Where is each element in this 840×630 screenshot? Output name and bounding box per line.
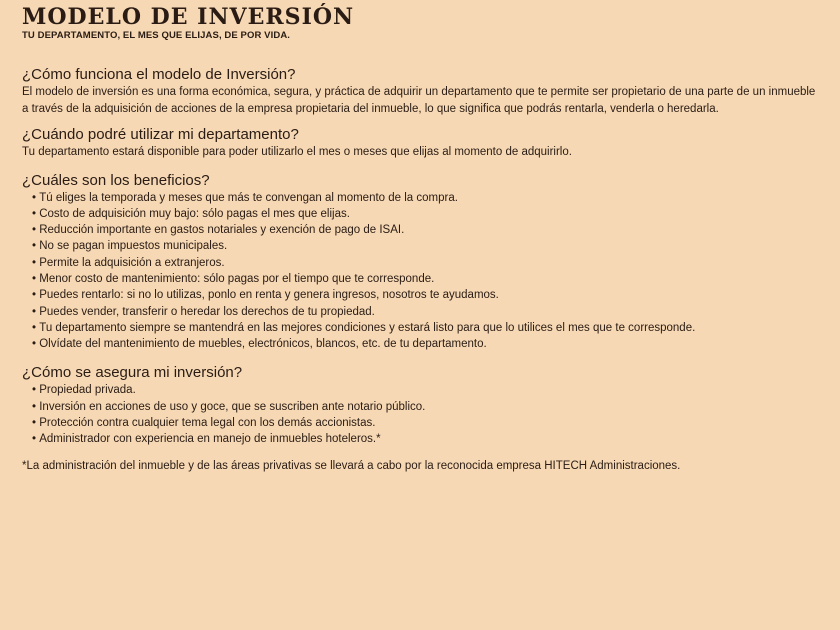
page-subtitle: TU DEPARTAMENTO, EL MES QUE ELIJAS, DE POR VIDA. (22, 30, 291, 41)
list-item: • Reducción importante en gastos notariales y exención de pago de ISAI. (32, 222, 816, 238)
section-heading: ¿Cómo se asegura mi inversión? (22, 364, 243, 382)
section-heading: ¿Cómo funciona el modelo de Inversión? (22, 66, 296, 83)
footnote: *La administración del inmueble y de las áreas privativas se llevará a cabo por la reconocida empresa HITECH Administraciones. (22, 459, 681, 472)
section-benefits (22, 172, 816, 353)
list-item: • Tu departamento siempre se mantendrá en las mejores condiciones y estará listo para que lo utilices el mes que te corresponde. (32, 320, 816, 336)
list-item: • Inversión en acciones de uso y goce, que se suscriben ante notario público. (32, 399, 816, 415)
section-heading: ¿Cuáles son los beneficios? (22, 171, 210, 189)
list-item: • Olvídate del mantenimiento de muebles, electrónicos, blancos, etc. de tu departamento. (32, 336, 816, 352)
section-paragraph: Tu departamento estará disponible para poder utilizarlo el mes o meses que elijas al momento de adquirirlo. (22, 146, 572, 158)
list-item: • No se pagan impuestos municipales. (32, 238, 816, 254)
section-security (22, 364, 816, 447)
list-item: • Puedes rentarlo: si no lo utilizas, ponlo en renta y genera ingresos, nosotros te ayudamos. (32, 287, 816, 303)
list-item: • Propiedad privada. (32, 382, 816, 398)
list-item: • Menor costo de mantenimiento: sólo pagas por el tiempo que te corresponde. (32, 271, 816, 287)
security-list (22, 382, 816, 447)
section-paragraph: El modelo de inversión es una forma económica, segura, y práctica de adquirir un departamento que te permite ser propietario de una parte de un inmueble a través de la adquisición de acciones de la empresa propietaria del inmueble, lo que significa que podrás rentarla, venderla o heredarla. (22, 86, 816, 115)
benefits-list (22, 190, 816, 353)
list-item: • Administrador con experiencia en manejo de inmuebles hoteleros.* (32, 431, 816, 447)
list-item: • Tú eliges la temporada y meses que más te convengan al momento de la compra. (32, 190, 816, 206)
page-title: MODELO DE INVERSIÓN (22, 4, 355, 30)
section-when-to-use (22, 126, 816, 161)
section-how-it-works (22, 66, 816, 117)
section-heading: ¿Cuándo podré utilizar mi departamento? (22, 126, 299, 143)
list-item: • Costo de adquisición muy bajo: sólo pagas el mes que elijas. (32, 206, 816, 222)
list-item: • Permite la adquisición a extranjeros. (32, 255, 816, 271)
list-item: • Protección contra cualquier tema legal con los demás accionistas. (32, 415, 816, 431)
list-item: • Puedes vender, transferir o heredar los derechos de tu propiedad. (32, 304, 816, 320)
